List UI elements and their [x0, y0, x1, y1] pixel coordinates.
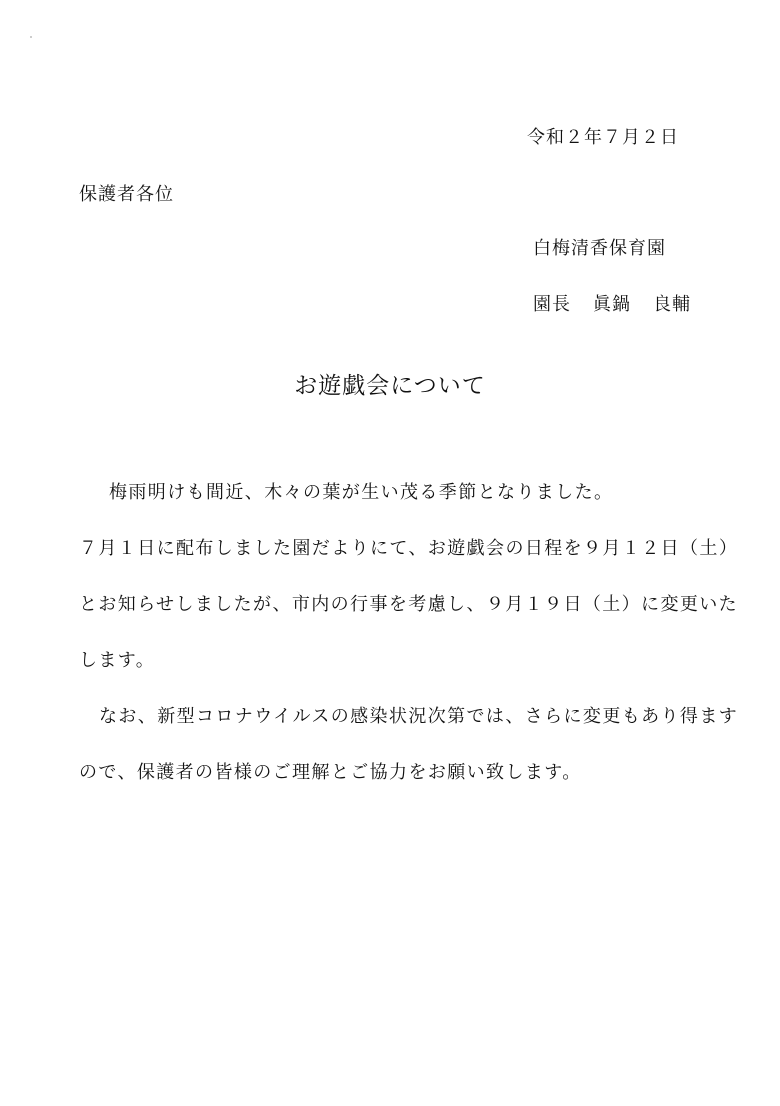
scan-speck — [30, 36, 32, 38]
body-line-5: なお、新型コロナウイルスの感染状況次第では、さらに変更もあり得ます — [99, 706, 739, 727]
document-date: 令和２年７月２日 — [527, 127, 679, 148]
body-line-4: します。 — [79, 650, 156, 671]
body-line-1: 梅雨明けも間近、木々の葉が生い茂る季節となりました。 — [109, 482, 614, 503]
body-line-3: とお知らせしましたが、市内の行事を考慮し、９月１９日（土）に変更いた — [79, 594, 739, 615]
sender-surname: 眞鍋 — [593, 294, 631, 315]
document-body — [79, 478, 739, 814]
sender-given-name: 良輔 — [653, 294, 691, 315]
addressee: 保護者各位 — [79, 184, 174, 205]
body-line-6: ので、保護者の皆様のご理解とご協力をお願い致します。 — [79, 762, 582, 783]
sender-signature-line — [533, 290, 691, 316]
body-line-2: ７月１日に配布しました園だよりにて、お遊戯会の日程を９月１２日（土） — [79, 538, 739, 559]
sender-organization: 白梅清香保育園 — [533, 238, 666, 259]
sender-role: 園長 — [533, 294, 571, 315]
document-title: お遊戯会について — [294, 373, 486, 399]
